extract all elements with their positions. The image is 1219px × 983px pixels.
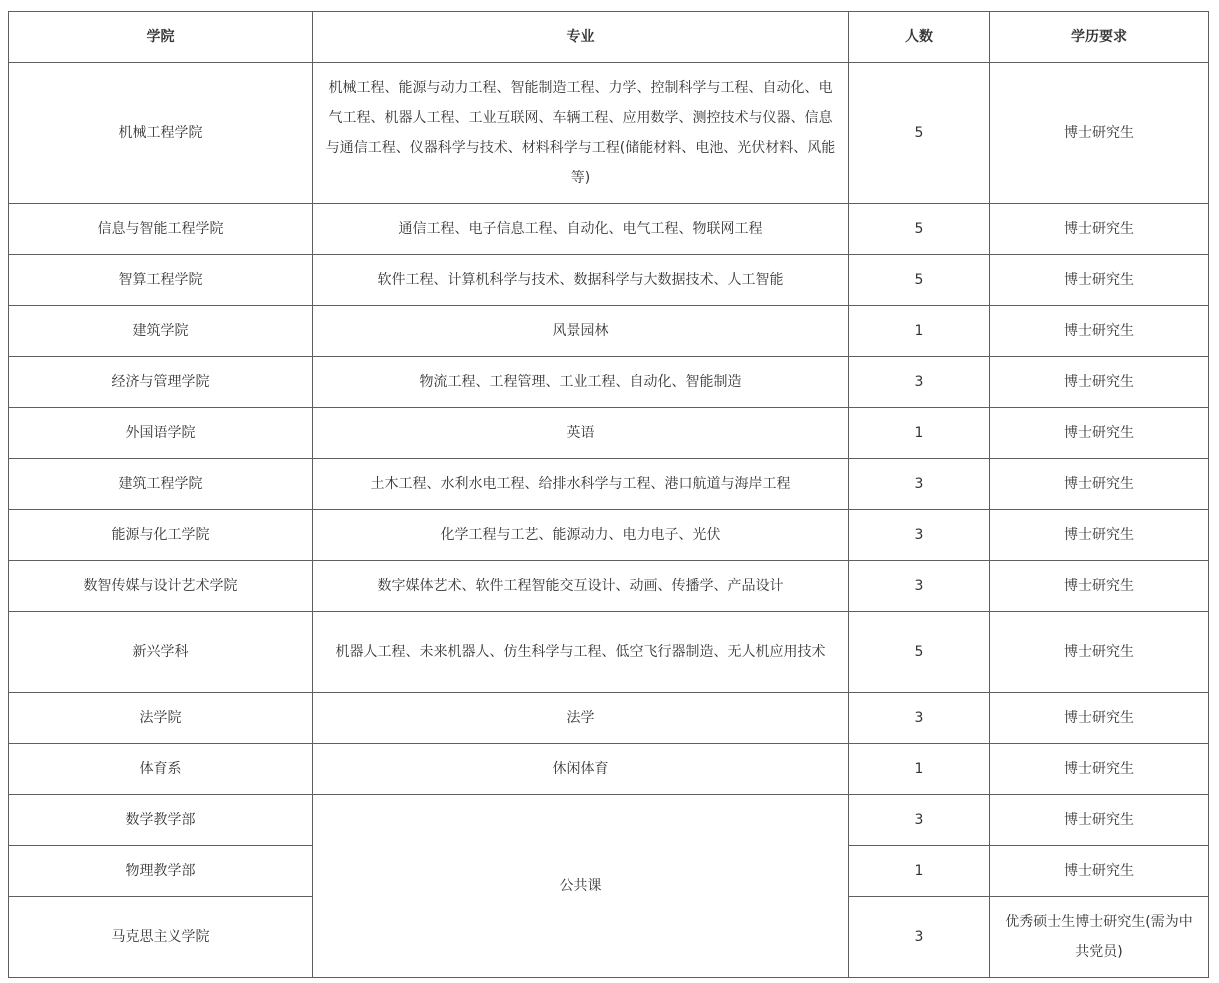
- cell-count: 5: [849, 63, 990, 204]
- cell-count: 3: [849, 897, 990, 978]
- cell-degree: 博士研究生: [990, 510, 1209, 561]
- recruitment-table: [8, 11, 1209, 978]
- table-row: [9, 744, 1209, 795]
- cell-college: 智算工程学院: [9, 255, 313, 306]
- cell-degree: 博士研究生: [990, 255, 1209, 306]
- table-row: [9, 255, 1209, 306]
- cell-major: 通信工程、电子信息工程、自动化、电气工程、物联网工程: [313, 204, 849, 255]
- cell-degree: 博士研究生: [990, 612, 1209, 693]
- cell-major-merged: 公共课: [313, 795, 849, 978]
- cell-college: 建筑工程学院: [9, 459, 313, 510]
- cell-college: 机械工程学院: [9, 63, 313, 204]
- cell-degree: 优秀硕士生博士研究生(需为中共党员): [990, 897, 1209, 978]
- cell-college: 法学院: [9, 693, 313, 744]
- cell-college: 能源与化工学院: [9, 510, 313, 561]
- cell-college: 体育系: [9, 744, 313, 795]
- cell-count: 1: [849, 744, 990, 795]
- cell-college: 物理教学部: [9, 846, 313, 897]
- cell-count: 3: [849, 561, 990, 612]
- cell-major: 土木工程、水利水电工程、给排水科学与工程、港口航道与海岸工程: [313, 459, 849, 510]
- table-row: [9, 561, 1209, 612]
- cell-count: 1: [849, 408, 990, 459]
- cell-college: 新兴学科: [9, 612, 313, 693]
- cell-count: 3: [849, 795, 990, 846]
- cell-degree: 博士研究生: [990, 459, 1209, 510]
- cell-major: 法学: [313, 693, 849, 744]
- table-row: [9, 204, 1209, 255]
- cell-degree: 博士研究生: [990, 63, 1209, 204]
- cell-major: 休闲体育: [313, 744, 849, 795]
- cell-count: 1: [849, 306, 990, 357]
- cell-count: 3: [849, 693, 990, 744]
- table-row: [9, 459, 1209, 510]
- table-row: [9, 693, 1209, 744]
- cell-count: 1: [849, 846, 990, 897]
- table-row: [9, 612, 1209, 693]
- cell-degree: 博士研究生: [990, 693, 1209, 744]
- cell-college: 数学教学部: [9, 795, 313, 846]
- table-row: [9, 357, 1209, 408]
- header-degree: 学历要求: [990, 12, 1209, 63]
- cell-major: 机械工程、能源与动力工程、智能制造工程、力学、控制科学与工程、自动化、电气工程、机器人工程、工业互联网、车辆工程、应用数学、测控技术与仪器、信息与通信工程、仪器科学与技术、材料科学与工程(储能材料、电池、光伏材料、风能等): [313, 63, 849, 204]
- cell-degree: 博士研究生: [990, 204, 1209, 255]
- cell-college: 信息与智能工程学院: [9, 204, 313, 255]
- cell-major: 风景园林: [313, 306, 849, 357]
- cell-degree: 博士研究生: [990, 408, 1209, 459]
- table-row: [9, 408, 1209, 459]
- cell-major: 数字媒体艺术、软件工程智能交互设计、动画、传播学、产品设计: [313, 561, 849, 612]
- header-row: [9, 12, 1209, 63]
- cell-degree: 博士研究生: [990, 846, 1209, 897]
- table-row: [9, 795, 1209, 846]
- cell-degree: 博士研究生: [990, 357, 1209, 408]
- cell-count: 3: [849, 357, 990, 408]
- cell-count: 5: [849, 255, 990, 306]
- table-row: [9, 510, 1209, 561]
- cell-major: 物流工程、工程管理、工业工程、自动化、智能制造: [313, 357, 849, 408]
- cell-count: 5: [849, 612, 990, 693]
- cell-count: 3: [849, 459, 990, 510]
- cell-degree: 博士研究生: [990, 561, 1209, 612]
- cell-college: 数智传媒与设计艺术学院: [9, 561, 313, 612]
- header-college: 学院: [9, 12, 313, 63]
- table-row: [9, 306, 1209, 357]
- cell-count: 3: [849, 510, 990, 561]
- table-row: [9, 63, 1209, 204]
- cell-major: 软件工程、计算机科学与技术、数据科学与大数据技术、人工智能: [313, 255, 849, 306]
- cell-college: 马克思主义学院: [9, 897, 313, 978]
- cell-college: 经济与管理学院: [9, 357, 313, 408]
- header-count: 人数: [849, 12, 990, 63]
- cell-degree: 博士研究生: [990, 795, 1209, 846]
- cell-count: 5: [849, 204, 990, 255]
- cell-major: 化学工程与工艺、能源动力、电力电子、光伏: [313, 510, 849, 561]
- cell-major: 英语: [313, 408, 849, 459]
- cell-degree: 博士研究生: [990, 306, 1209, 357]
- cell-degree: 博士研究生: [990, 744, 1209, 795]
- cell-college: 外国语学院: [9, 408, 313, 459]
- cell-college: 建筑学院: [9, 306, 313, 357]
- header-major: 专业: [313, 12, 849, 63]
- cell-major: 机器人工程、未来机器人、仿生科学与工程、低空飞行器制造、无人机应用技术: [313, 612, 849, 693]
